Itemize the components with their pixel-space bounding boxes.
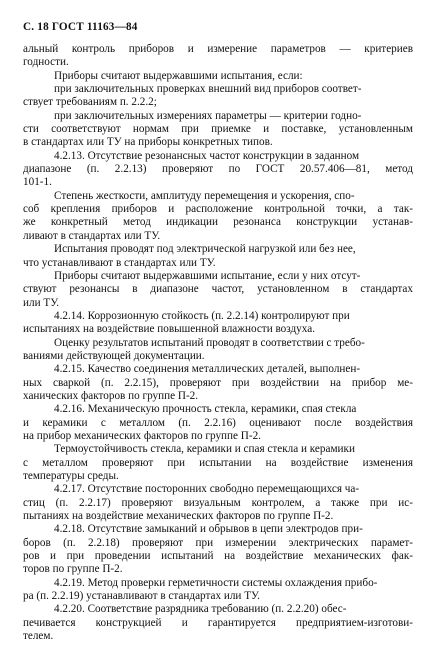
paragraph	[23, 337, 413, 350]
text-line: 4.2.19. Метод проверки герметичности системы охлаждения прибо-	[54, 576, 378, 589]
text-line: боров (п. 2.2.18) проверяют при измерении электрических парамет-	[23, 536, 413, 549]
text-line: или ТУ.	[23, 296, 60, 309]
text-line: Приборы считают выдержавшими испытания, если:	[54, 69, 303, 82]
text-line: 4.2.17. Отсутствие посторонних свободно перемещающихся ча-	[54, 483, 360, 496]
paragraph	[23, 617, 413, 644]
paragraph	[23, 70, 413, 83]
text-line: годности.	[23, 56, 69, 69]
text-line: телем.	[23, 630, 54, 643]
paragraph	[23, 243, 413, 256]
text-line: 101-1.	[23, 176, 52, 189]
paragraph	[23, 323, 413, 336]
text-line: 4.2.20. Соответствие разрядника требованию (п. 2.2.20) обес-	[54, 603, 347, 616]
text-line: ханических факторов по группе П-2.	[23, 389, 199, 402]
text-line: что устанавливают в стандартах или ТУ.	[23, 256, 216, 269]
text-line: ных сваркой (п. 2.2.15), проверяют при воздействии на прибор ме-	[23, 376, 413, 389]
text-line: на прибор механических факторов по группе П-2.	[23, 429, 261, 442]
text-line: в стандартах или ТУ на приборы конкретных типов.	[23, 136, 273, 149]
paragraph	[23, 110, 413, 123]
text-line: ра (п. 2.2.19) устанавливают в стандартах или ТУ.	[23, 590, 260, 603]
paragraph	[23, 443, 413, 456]
paragraph	[23, 350, 413, 363]
paragraph	[23, 363, 413, 376]
paragraph	[23, 483, 413, 496]
text-line: сти соответствуют нормам при приемке и поставке, установленным	[23, 123, 413, 136]
text-line: ствует требованиям п. 2.2.2;	[23, 96, 157, 109]
text-line: 4.2.15. Качество соединения металлических деталей, выполнен-	[54, 363, 361, 376]
text-line: Испытания проводят под электрической нагрузкой или без нее,	[54, 243, 356, 256]
text-line: торов по группе П-2.	[23, 563, 123, 576]
paragraph	[23, 270, 413, 283]
text-line: Приборы считают выдержавшими испытание, если у них отсут-	[54, 269, 361, 282]
text-line: диапазоне (п. 2.2.13) проверяют по ГОСТ 20.57.406—81, метод	[23, 163, 413, 176]
text-line: ров и при проведении испытаний на воздействие механических фак-	[23, 550, 413, 563]
text-line: печивается конструкцией и гарантируется предприятием-изготови-	[23, 616, 413, 629]
paragraph	[23, 257, 413, 270]
text-line: Термоустойчивость стекла, керамики и спая стекла и керамики	[54, 443, 355, 456]
text-line: при заключительных проверках внешний вид приборов соответ-	[54, 83, 362, 96]
text-line: альный контроль приборов и измерение параметров — критериев	[23, 43, 413, 55]
paragraph	[23, 523, 413, 536]
text-line: Оценку результатов испытаний проводят в соответствии с требо-	[54, 336, 365, 349]
paragraph	[23, 43, 413, 70]
text-line: соб крепления приборов и расположение контрольной точки, а так-	[23, 203, 413, 216]
text-line: же конкретный метод индикации резонанса конструкции устанав-	[23, 216, 413, 229]
text-line: 4.2.16. Механическую прочность стекла, керамики, спая стекла	[54, 403, 357, 416]
text-line: испытаниях на воздействие повышенной влажности воздуха.	[23, 323, 315, 336]
paragraph	[23, 96, 413, 109]
text-line: Степень жесткости, амплитуду перемещения и ускорения, спо-	[54, 189, 355, 202]
paragraph	[23, 457, 413, 484]
text-line: 4.2.14. Коррозионную стойкость (п. 2.2.14) контролируют при	[54, 309, 350, 322]
text-line: ствуют резонансы в диапазоне частот, установленном в стандартах	[23, 283, 413, 296]
text-line: пытаниях на воздействие механических факторов по группе П-2.	[23, 510, 334, 523]
paragraph	[23, 123, 413, 150]
paragraph	[23, 497, 413, 524]
text-line: температуры среды.	[23, 470, 119, 482]
paragraph	[23, 417, 413, 444]
paragraph	[23, 190, 413, 203]
paragraph	[23, 150, 413, 163]
paragraph	[23, 163, 413, 190]
document-body	[23, 43, 413, 643]
paragraph	[23, 603, 413, 616]
paragraph	[23, 83, 413, 96]
text-line: ваниями действующей документации.	[23, 349, 205, 362]
text-line: стиц (п. 2.2.17) проверяют визуальным контролем, а также при ис-	[23, 496, 413, 509]
paragraph	[23, 310, 413, 323]
paragraph	[23, 537, 413, 577]
paragraph	[23, 283, 413, 310]
page-header: С. 18 ГОСТ 11163—84	[23, 21, 138, 33]
text-line: с металлом проверяют при испытании на воздействие изменения	[23, 456, 413, 469]
paragraph	[23, 590, 413, 603]
paragraph	[23, 203, 413, 243]
paragraph	[23, 377, 413, 404]
text-line: ливают в стандартах или ТУ.	[23, 229, 161, 242]
text-line: и керамики с металлом (п. 2.2.16) оценивают после воздействия	[23, 416, 413, 429]
text-line: 4.2.13. Отсутствие резонансных частот конструкции в заданном	[54, 149, 360, 162]
text-line: при заключительных измерениях параметры — критерии годно-	[54, 109, 362, 122]
paragraph	[23, 403, 413, 416]
text-line: 4.2.18. Отсутствие замыканий и обрывов в цепи электродов при-	[54, 523, 363, 536]
paragraph	[23, 577, 413, 590]
